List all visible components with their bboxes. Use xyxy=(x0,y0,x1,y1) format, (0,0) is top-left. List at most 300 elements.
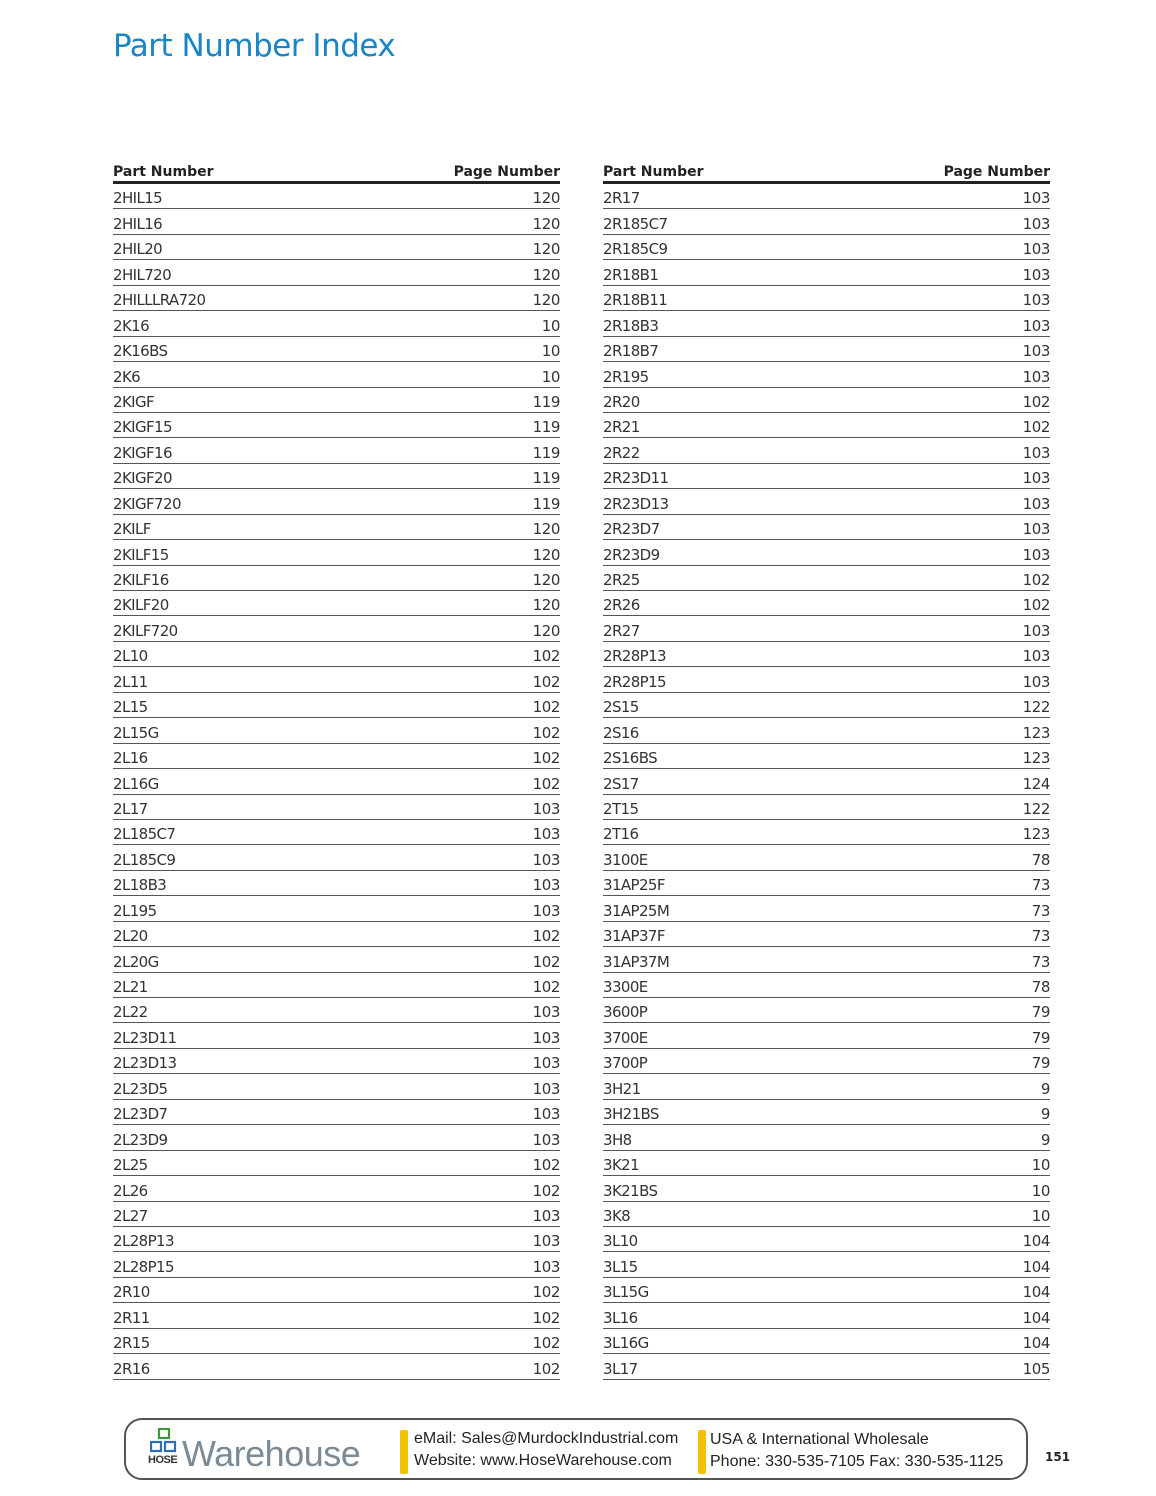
table-row xyxy=(113,845,560,870)
page-number-cell: 119 xyxy=(532,494,560,513)
table-row xyxy=(603,947,1050,972)
page-number-cell: 103 xyxy=(1022,469,1050,488)
page-number-cell: 120 xyxy=(532,571,560,589)
table-row xyxy=(603,260,1050,285)
page-number-cell: 103 xyxy=(1022,316,1050,335)
page-number-cell: 102 xyxy=(532,1283,560,1302)
part-number-header: Part Number xyxy=(603,164,704,180)
part-number-cell: 2L27 xyxy=(113,1206,148,1225)
page-number-cell: 103 xyxy=(1022,189,1050,208)
table-row xyxy=(603,1227,1050,1252)
website-link[interactable]: Website: www.HoseWarehouse.com xyxy=(414,1452,672,1469)
page-number-cell: 102 xyxy=(532,927,560,946)
email-link[interactable]: eMail: Sales@MurdockIndustrial.com xyxy=(414,1430,679,1447)
part-number-cell: 2R10 xyxy=(113,1283,150,1302)
part-number-cell: 2R17 xyxy=(603,189,640,208)
part-number-cell: 3700E xyxy=(603,1028,648,1047)
page-number-cell: 124 xyxy=(1022,774,1050,793)
table-row xyxy=(113,1252,560,1277)
table-row xyxy=(113,1125,560,1150)
page-number-cell: 120 xyxy=(532,265,560,284)
page-number-cell: 102 xyxy=(1022,596,1050,615)
part-number-cell: 2L16G xyxy=(113,774,159,793)
page-number-cell: 119 xyxy=(532,443,560,462)
contact-phone xyxy=(710,1429,1003,1473)
table-row xyxy=(113,693,560,718)
table-row xyxy=(603,1023,1050,1048)
table-row xyxy=(603,1074,1050,1099)
part-number-cell: 2L20G xyxy=(113,952,159,971)
logo-wordmark: Warehouse xyxy=(182,1433,361,1474)
page-number-cell: 123 xyxy=(1022,825,1050,844)
table-row xyxy=(113,1176,560,1201)
part-number-cell: 31AP37F xyxy=(603,927,665,946)
page-number-cell: 10 xyxy=(1031,1181,1050,1200)
part-number-cell: 2T15 xyxy=(603,799,639,818)
part-number-cell: 2HIL16 xyxy=(113,214,163,233)
part-number-cell: 2R185C9 xyxy=(603,240,668,259)
page-number-cell: 103 xyxy=(532,876,560,895)
part-number-cell: 2R195 xyxy=(603,367,649,386)
table-row xyxy=(603,515,1050,540)
part-number-cell: 2L23D9 xyxy=(113,1130,168,1149)
part-number-cell: 2L15G xyxy=(113,723,159,742)
part-number-cell: 2KILF16 xyxy=(113,571,169,589)
part-number-cell: 2K16BS xyxy=(113,342,168,361)
page-number-cell: 73 xyxy=(1031,952,1050,971)
page-number-cell: 122 xyxy=(1022,799,1050,818)
part-number-cell: 2L185C7 xyxy=(113,825,176,844)
table-row xyxy=(603,642,1050,667)
part-number-cell: 2R185C7 xyxy=(603,214,668,233)
page-number-cell: 103 xyxy=(532,825,560,844)
part-number-cell: 2L23D13 xyxy=(113,1054,177,1073)
part-number-cell: 2R16 xyxy=(113,1359,150,1378)
part-number-cell: 2K6 xyxy=(113,367,141,386)
part-number-cell: 2L23D5 xyxy=(113,1079,168,1098)
page-number-cell: 103 xyxy=(1022,545,1050,564)
page-number-cell: 102 xyxy=(1022,418,1050,437)
index-column-right xyxy=(603,160,1050,1380)
table-row xyxy=(113,362,560,387)
part-number-cell: 3K21BS xyxy=(603,1181,658,1200)
part-number-cell: 2R20 xyxy=(603,392,640,411)
column-header xyxy=(603,160,1050,184)
part-number-cell: 2L28P15 xyxy=(113,1257,174,1276)
table-row xyxy=(113,337,560,362)
page-number-cell: 103 xyxy=(1022,291,1050,310)
table-row xyxy=(113,1354,560,1379)
part-number-cell: 3300E xyxy=(603,978,648,996)
part-number-cell: 2S16 xyxy=(603,723,639,742)
part-number-cell: 2L11 xyxy=(113,672,148,691)
part-number-cell: 3L10 xyxy=(603,1232,638,1251)
table-row xyxy=(603,1278,1050,1303)
part-number-cell: 2L22 xyxy=(113,1003,148,1022)
part-number-cell: 2KILF20 xyxy=(113,596,169,615)
table-row xyxy=(603,540,1050,565)
part-number-cell: 2KILF xyxy=(113,520,151,539)
table-row xyxy=(113,1227,560,1252)
table-row xyxy=(603,1176,1050,1201)
table-row xyxy=(113,947,560,972)
table-row xyxy=(603,1100,1050,1125)
part-number-cell: 3L17 xyxy=(603,1359,638,1378)
part-number-cell: 2L10 xyxy=(113,647,148,666)
logo-hose-text: HOSE xyxy=(148,1454,178,1466)
page-number-header: Page Number xyxy=(943,164,1050,180)
accent-bar xyxy=(698,1430,706,1474)
table-row xyxy=(113,413,560,438)
part-number-cell: 2KIGF16 xyxy=(113,443,172,462)
page-number-cell: 119 xyxy=(532,469,560,488)
page-number-cell: 120 xyxy=(532,291,560,310)
table-row xyxy=(113,515,560,540)
part-number-cell: 3L16G xyxy=(603,1334,649,1353)
table-row xyxy=(603,744,1050,769)
table-row xyxy=(603,1151,1050,1176)
page-number-cell: 103 xyxy=(1022,265,1050,284)
table-row xyxy=(603,438,1050,463)
index-rows-right xyxy=(603,184,1050,1380)
part-number-cell: 2S15 xyxy=(603,698,639,717)
part-number-cell: 2L25 xyxy=(113,1156,148,1175)
table-row xyxy=(113,871,560,896)
page-number-cell: 9 xyxy=(1040,1079,1050,1098)
table-row xyxy=(113,209,560,234)
table-row xyxy=(113,591,560,616)
page-number-cell: 10 xyxy=(541,316,560,335)
page-number-cell: 103 xyxy=(1022,342,1050,361)
part-number-cell: 31AP25F xyxy=(603,876,665,895)
table-row xyxy=(603,362,1050,387)
page-number-cell: 103 xyxy=(532,1206,560,1225)
table-row xyxy=(603,922,1050,947)
part-number-cell: 2L18B3 xyxy=(113,876,167,895)
page-number-cell: 120 xyxy=(532,545,560,564)
page-number-cell: 103 xyxy=(532,901,560,920)
part-number-cell: 2L26 xyxy=(113,1181,148,1200)
page-number-cell: 103 xyxy=(1022,494,1050,513)
contact-web xyxy=(414,1428,678,1472)
table-row xyxy=(113,260,560,285)
page-number-cell: 102 xyxy=(532,774,560,793)
table-row xyxy=(603,973,1050,998)
table-row xyxy=(603,998,1050,1023)
table-row xyxy=(113,667,560,692)
part-number-cell: 2L17 xyxy=(113,799,148,818)
table-row xyxy=(603,388,1050,413)
table-row xyxy=(113,896,560,921)
table-row xyxy=(603,489,1050,514)
page-number-cell: 10 xyxy=(1031,1206,1050,1225)
part-number-cell: 2L195 xyxy=(113,901,157,920)
table-row xyxy=(113,820,560,845)
page-number-cell: 73 xyxy=(1031,927,1050,946)
page-number-cell: 103 xyxy=(1022,214,1050,233)
page-number-cell: 103 xyxy=(1022,240,1050,259)
table-row xyxy=(113,540,560,565)
table-row xyxy=(113,642,560,667)
table-row xyxy=(603,616,1050,641)
page-number-cell: 103 xyxy=(532,1105,560,1124)
page-number-cell: 102 xyxy=(1022,392,1050,411)
page-number-cell: 102 xyxy=(532,1156,560,1175)
part-number-cell: 2R27 xyxy=(603,621,640,640)
part-number-cell: 2L20 xyxy=(113,927,148,946)
table-row xyxy=(113,438,560,463)
page-number-cell: 10 xyxy=(1031,1156,1050,1175)
page-number-cell: 103 xyxy=(532,1232,560,1251)
page-number-cell: 73 xyxy=(1031,901,1050,920)
part-number-cell: 3L15G xyxy=(603,1283,649,1302)
page-title: Part Number Index xyxy=(113,28,396,64)
part-number-cell: 2KILF720 xyxy=(113,621,178,640)
page-number-cell: 102 xyxy=(532,952,560,971)
part-number-cell: 3H21 xyxy=(603,1079,641,1098)
page-number-cell: 120 xyxy=(532,596,560,615)
page-number-cell: 79 xyxy=(1031,1028,1050,1047)
table-row xyxy=(603,1049,1050,1074)
page-number-cell: 102 xyxy=(532,1359,560,1378)
page-number-cell: 104 xyxy=(1022,1334,1050,1353)
table-row xyxy=(603,337,1050,362)
index-column-left xyxy=(113,160,560,1380)
page-number-cell: 120 xyxy=(532,520,560,539)
page-number-cell: 103 xyxy=(532,1130,560,1149)
part-number-cell: 2S16BS xyxy=(603,749,658,768)
table-row xyxy=(603,1303,1050,1328)
table-row xyxy=(603,464,1050,489)
page-number: 151 xyxy=(1045,1450,1071,1464)
part-number-cell: 2KIGF720 xyxy=(113,494,181,513)
page-number-cell: 120 xyxy=(532,214,560,233)
table-row xyxy=(113,1074,560,1099)
table-row xyxy=(113,1202,560,1227)
part-number-cell: 2R18B7 xyxy=(603,342,659,361)
table-row xyxy=(603,1202,1050,1227)
page-number-cell: 103 xyxy=(532,1054,560,1073)
table-row xyxy=(113,998,560,1023)
part-number-cell: 2T16 xyxy=(603,825,639,844)
part-number-cell: 2R21 xyxy=(603,418,640,437)
page-number-cell: 104 xyxy=(1022,1283,1050,1302)
table-row xyxy=(603,413,1050,438)
part-number-cell: 3L16 xyxy=(603,1308,638,1327)
part-number-cell: 2L21 xyxy=(113,978,148,996)
table-row xyxy=(603,1125,1050,1150)
table-row xyxy=(113,973,560,998)
table-row xyxy=(603,566,1050,591)
table-row xyxy=(113,616,560,641)
table-row xyxy=(603,845,1050,870)
page-number-cell: 102 xyxy=(532,723,560,742)
page-number-cell: 79 xyxy=(1031,1003,1050,1022)
part-number-cell: 2KIGF xyxy=(113,392,155,411)
table-row xyxy=(113,795,560,820)
table-row xyxy=(113,286,560,311)
wholesale-text: USA & International Wholesale xyxy=(710,1431,929,1448)
part-number-cell: 3700P xyxy=(603,1054,648,1073)
page-number-cell: 105 xyxy=(1022,1359,1050,1378)
part-number-cell: 2S17 xyxy=(603,774,639,793)
accent-bar xyxy=(400,1430,408,1474)
table-row xyxy=(113,1278,560,1303)
table-row xyxy=(603,693,1050,718)
part-number-cell: 2R15 xyxy=(113,1334,150,1353)
page-number-cell: 102 xyxy=(532,1181,560,1200)
table-row xyxy=(603,184,1050,209)
table-row xyxy=(603,896,1050,921)
part-number-cell: 2R18B11 xyxy=(603,291,668,310)
page-number-cell: 102 xyxy=(532,1308,560,1327)
part-number-cell: 2L23D11 xyxy=(113,1028,177,1047)
phone-fax-text: Phone: 330-535-7105 Fax: 330-535-1125 xyxy=(710,1453,1004,1470)
part-number-cell: 2R23D9 xyxy=(603,545,660,564)
table-row xyxy=(603,591,1050,616)
table-row xyxy=(603,1329,1050,1354)
table-row xyxy=(603,1252,1050,1277)
part-number-cell: 2HIL720 xyxy=(113,265,172,284)
page-number-cell: 103 xyxy=(532,1079,560,1098)
part-number-cell: 31AP25M xyxy=(603,901,670,920)
table-row xyxy=(113,922,560,947)
page-number-cell: 103 xyxy=(532,799,560,818)
table-row xyxy=(113,311,560,336)
page-number-cell: 103 xyxy=(1022,647,1050,666)
table-row xyxy=(603,311,1050,336)
part-number-header: Part Number xyxy=(113,164,214,180)
page-number-cell: 79 xyxy=(1031,1054,1050,1073)
page-number-cell: 122 xyxy=(1022,698,1050,717)
table-row xyxy=(603,718,1050,743)
page-number-cell: 123 xyxy=(1022,749,1050,768)
table-row xyxy=(113,1151,560,1176)
part-number-cell: 2K16 xyxy=(113,316,150,335)
part-number-cell: 3H21BS xyxy=(603,1105,659,1124)
page-number-cell: 102 xyxy=(532,978,560,996)
index-rows-left xyxy=(113,184,560,1380)
page-number-cell: 102 xyxy=(532,672,560,691)
table-row xyxy=(113,1100,560,1125)
part-number-cell: 3L15 xyxy=(603,1257,638,1276)
page-number-header: Page Number xyxy=(453,164,560,180)
part-number-cell: 3600P xyxy=(603,1003,648,1022)
part-number-cell: 3100E xyxy=(603,850,648,869)
page-number-cell: 10 xyxy=(541,342,560,361)
part-number-cell: 2HIL20 xyxy=(113,240,163,259)
page-number-cell: 103 xyxy=(532,850,560,869)
part-number-cell: 2R11 xyxy=(113,1308,150,1327)
part-number-cell: 2L28P13 xyxy=(113,1232,174,1251)
page-number-cell: 9 xyxy=(1040,1130,1050,1149)
table-row xyxy=(113,769,560,794)
page-number-cell: 102 xyxy=(1022,571,1050,589)
page-number-cell: 123 xyxy=(1022,723,1050,742)
page-number-cell: 103 xyxy=(532,1257,560,1276)
table-row xyxy=(603,286,1050,311)
table-row xyxy=(603,667,1050,692)
table-row xyxy=(603,235,1050,260)
table-row xyxy=(603,769,1050,794)
table-row xyxy=(603,871,1050,896)
part-number-cell: 2HIL15 xyxy=(113,189,163,208)
table-row xyxy=(113,464,560,489)
page-number-cell: 119 xyxy=(532,392,560,411)
page-number-cell: 120 xyxy=(532,189,560,208)
part-number-cell: 2R28P15 xyxy=(603,672,666,691)
page-number-cell: 78 xyxy=(1031,850,1050,869)
table-row xyxy=(113,489,560,514)
table-row xyxy=(603,795,1050,820)
part-number-cell: 2R18B1 xyxy=(603,265,659,284)
table-row xyxy=(113,235,560,260)
part-number-cell: 2R25 xyxy=(603,571,640,589)
page-number-cell: 102 xyxy=(532,749,560,768)
part-number-cell: 2R18B3 xyxy=(603,316,659,335)
column-header xyxy=(113,160,560,184)
table-row xyxy=(113,566,560,591)
footer-banner xyxy=(124,1418,1028,1480)
page-number-cell: 10 xyxy=(541,367,560,386)
page-number-cell: 103 xyxy=(532,1003,560,1022)
page-number-cell: 9 xyxy=(1040,1105,1050,1124)
part-number-cell: 2KIGF15 xyxy=(113,418,172,437)
part-number-cell: 2L23D7 xyxy=(113,1105,168,1124)
page-number-cell: 102 xyxy=(532,647,560,666)
page-number-cell: 103 xyxy=(1022,621,1050,640)
table-row xyxy=(113,388,560,413)
table-row xyxy=(113,1023,560,1048)
part-number-cell: 31AP37M xyxy=(603,952,670,971)
page-number-cell: 120 xyxy=(532,240,560,259)
page-number-cell: 102 xyxy=(532,1334,560,1353)
part-number-cell: 2HILLLRA720 xyxy=(113,291,206,310)
part-number-cell: 3K8 xyxy=(603,1206,631,1225)
part-number-cell: 3K21 xyxy=(603,1156,640,1175)
page-number-cell: 119 xyxy=(532,418,560,437)
table-row xyxy=(113,718,560,743)
part-number-cell: 2R28P13 xyxy=(603,647,666,666)
page-number-cell: 103 xyxy=(1022,367,1050,386)
part-number-cell: 2R23D11 xyxy=(603,469,669,488)
page-number-cell: 103 xyxy=(1022,672,1050,691)
page-number-cell: 104 xyxy=(1022,1257,1050,1276)
part-number-cell: 2R23D7 xyxy=(603,520,660,539)
part-number-cell: 2L16 xyxy=(113,749,148,768)
part-number-cell: 3H8 xyxy=(603,1130,632,1149)
page-number-cell: 104 xyxy=(1022,1232,1050,1251)
part-number-cell: 2R23D13 xyxy=(603,494,669,513)
part-number-cell: 2KIGF20 xyxy=(113,469,172,488)
table-row xyxy=(113,1303,560,1328)
page-number-cell: 103 xyxy=(532,1028,560,1047)
page-number-cell: 78 xyxy=(1031,978,1050,996)
table-row xyxy=(603,1354,1050,1379)
table-row xyxy=(113,1049,560,1074)
part-number-cell: 2L185C9 xyxy=(113,850,176,869)
table-row xyxy=(603,209,1050,234)
part-number-cell: 2KILF15 xyxy=(113,545,169,564)
part-number-cell: 2L15 xyxy=(113,698,148,717)
part-number-cell: 2R26 xyxy=(603,596,640,615)
page-number-cell: 103 xyxy=(1022,520,1050,539)
part-number-cell: 2R22 xyxy=(603,443,640,462)
page-number-cell: 104 xyxy=(1022,1308,1050,1327)
page-number-cell: 120 xyxy=(532,621,560,640)
table-row xyxy=(113,184,560,209)
page-number-cell: 102 xyxy=(532,698,560,717)
